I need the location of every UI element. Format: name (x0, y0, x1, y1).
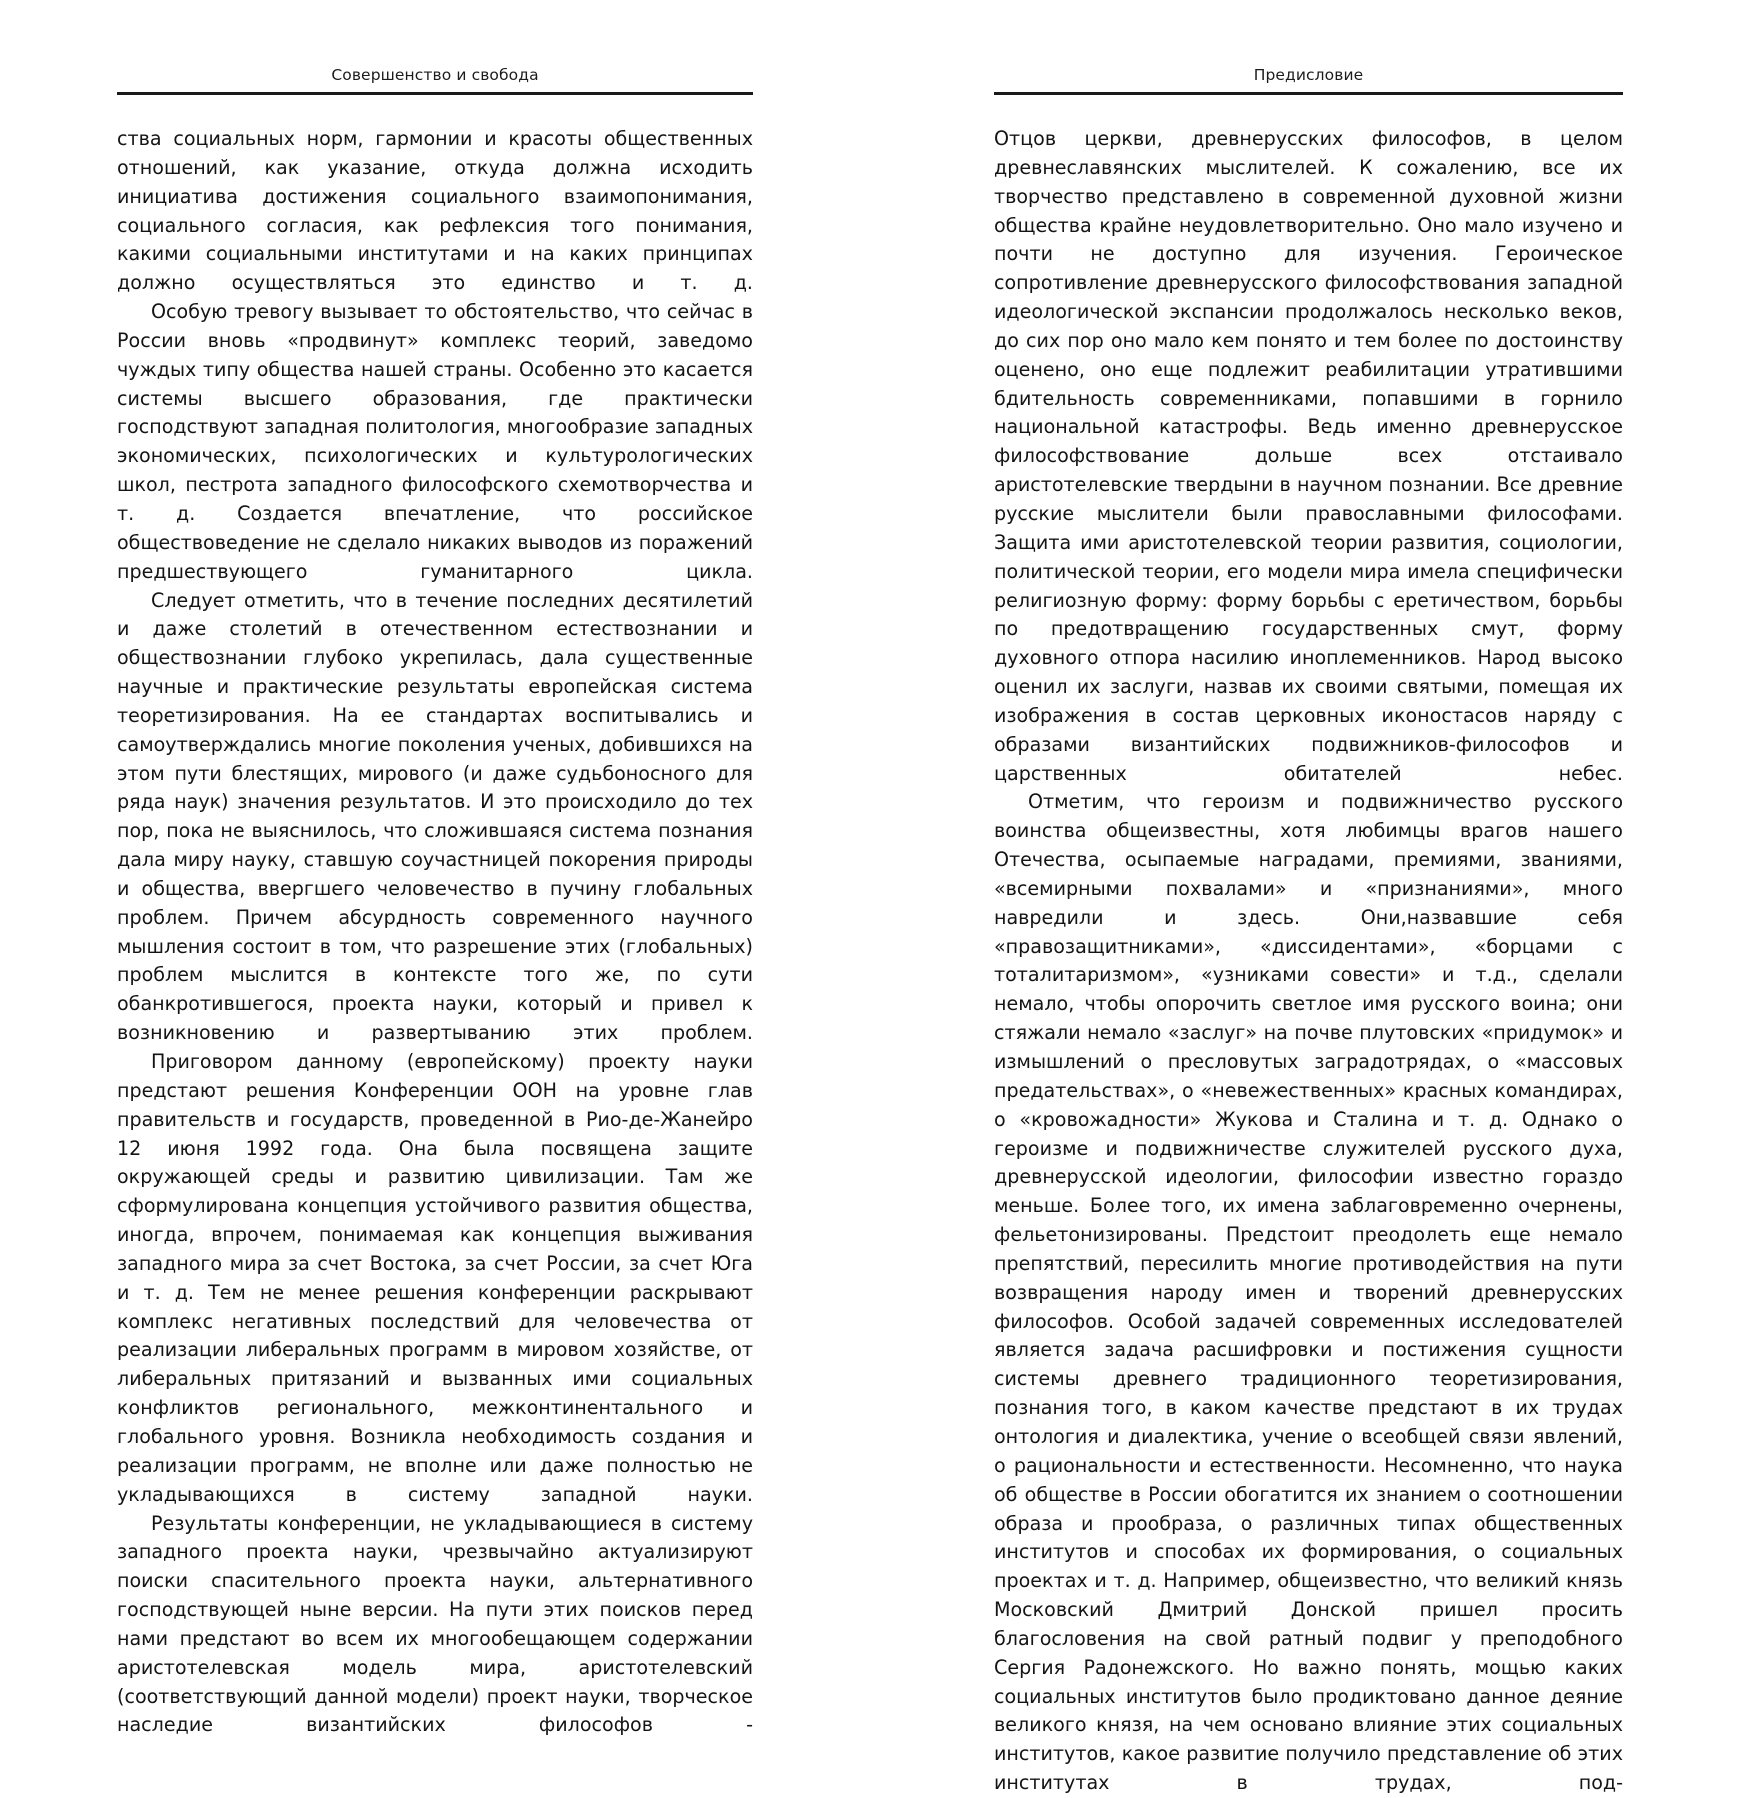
left-page (0, 0, 876, 1737)
left-page-running-head: Совершенство и свобода (331, 66, 539, 84)
paragraph: Приговором данному (европейскому) проекту науки предстают решения Конференции ООН на уровне глав правительств и государств, проведенной в Рио-де-Жанейро 12 июня 1992 года. Она была посвящена защите окружающей среды и развитию цивилизации. Там же сформулирована концепция устойчивого развития общества, иногда, впрочем, понимаемая как концепция выживания западного мира за счет Востока, за счет России, за счет Юга и т. д. Тем не менее решения конференции раскрывают комплекс негативных последствий для человечества от реализации либеральных программ в мировом хозяйстве, от либеральных притязаний и вызванных ими социальных конфликтов регионального, межконтинентального и глобального уровня. Возникла необходимость создания и реализации программ, не вполне или даже полностью не укладывающихся в систему западной науки. (117, 1050, 753, 1506)
paragraph: Результаты конференции, не укладывающиеся в систему западного проекта науки, чрезвычайно актуализируют поиски спасительного проекта науки, альтернативного господствующей ныне версии. На пути этих поисков перед нами предстают во всем их многообещающем содержании аристотелевская модель мира, аристотелевский (соответствующий данной модели) проект науки, творческое наследие византийских философов - (117, 1511, 753, 1737)
paragraph: Особую тревогу вызывает то обстоятельство, что сейчас в России вновь «продвинут» комплекс теорий, заведомо чуждых типу общества нашей страны. Особенно это касается системы высшего образования, где практически господствуют западная политология, многообразие западных экономических, психологических и культурологических школ, пестрота западного философского схемотворчества и т. д. Создается впечатление, что российское обществоведение не сделало никаких выводов из поражений предшествующего гуманитарного цикла. (117, 300, 753, 583)
left-page-text-column (117, 125, 753, 1740)
right-page-text-column (994, 125, 1623, 1798)
paragraph: Следует отметить, что в течение последних десятилетий и даже столетий в отечественном естествознании и обществознании глубоко укрепилась, дала существенные научные и практические результаты европейская система теоретизирования. На ее стандартах воспитывались и самоутверждались многие поколения ученых, добившихся на этом пути блестящих, мирового (и даже судьбоносного для ряда наук) значения результатов. И это происходило до тех пор, пока не выяснилось, что сложившаяся система познания дала миру науку, ставшую соучастницей покорения природы и общества, ввергшего человечество в пучину глобальных проблем. Причем абсурдность современного научного мышления состоит в том, что разрешение этих (глобальных) проблем мыслится в контексте того же, по сути обанкротившегося, проекта науки, который и привел к возникновению и развертыванию этих проблем. (117, 588, 753, 1045)
paragraph: ства социальных норм, гармонии и красоты общественных отношений, как указание, откуда должна исходить инициатива достижения социального взаимопонимания, социального согласия, как рефлексия того понимания, какими социальными институтами и на каких принципах должно осуществляться это единство и т. д. (117, 127, 753, 295)
paragraph: Отцов церкви, древнерусских философов, в целом древнеславянских мыслителей. К сожалению, все их творчество представлено в современной духовной жизни общества крайне неудовлетворительно. Оно мало изучено и почти не доступно для изучения. Героическое сопротивление древнерусского философствования западной идеологической экспансии продолжалось несколько веков, до сих пор оно мало кем понято и тем более по достоинству оценено, оно еще подлежит реабилитации утратившими бдительность современниками, попавшими в горнило национальной катастрофы. Ведь именно древнерусское философствование дольше всех отстаивало аристотелевские твердыни в научном познании. Все древние русские мыслители были православными философами. Защита ими аристотелевской теории развития, социологии, политической теории, его модели мира имела специфически религиозную форму: форму борьбы с еретичеством, борьбы по предотвращению государственных смут, форму духовного отпора насилию иноплеменников. Народ высоко оценил их заслуги, назвав их своими святыми, помещая их изображения в состав церковных иконостасов наряду с образами византийских подвижников-философов и царственных обитателей небес. (994, 127, 1623, 785)
right-page-header-rule (994, 92, 1623, 95)
right-page (876, 0, 1753, 1795)
left-page-header-rule (117, 92, 753, 95)
right-page-running-head: Предисловие (1253, 66, 1364, 84)
paragraph: Отметим, что героизм и подвижничество русского воинства общеизвестны, хотя любимцы врагов нашего Отечества, осыпаемые наградами, премиями, званиями, «всемирными похвалами» и «признаниями», много навредили и здесь. Они,назвавшие себя «правозащитниками», «диссидентами», «борцами с тоталитаризмом», «узниками совести» и т.д., сделали немало, чтобы опорочить светлое имя русского воина; они стяжали немало «заслуг» на почве плутовских «придумок» и измышлений о пресловутых заградотрядах, о «массовых предательствах», о «невежественных» красных командирах, о «кровожадности» Жукова и Сталина и т. д. Однако о героизме и подвижничестве служителей русского духа, древнерусской идеологии, философии известно гораздо меньше. Более того, их имена заблаговременно очернены, фельетонизированы. Предстоит преодолеть еще немало препятствий, пересилить многие противодействия на пути возвращения народу имен и творений древнерусских философов. Особой задачей современных исследователей является задача расшифровки и постижения сущности системы древнего традиционного теоретизирования, познания того, в каком качестве предстают в их трудах онтология и диалектика, учение о всеобщей связи явлений, о рациональности и естественности. Несомненно, что наука об обществе в России обогатится их знанием о соотношении образа и прообраза, о различных типах общественных институтов и способах их формирования, о социальных проектах и т. д. Например, общеизвестно, что великий князь Московский Дмитрий Донской пришел просить благословения на свой ратный подвиг у преподобного Сергия Радонежского. Но важно понять, мощью каких социальных институтов было продиктовано данное деяние великого князя, на чем основано влияние этих социальных институтов, какое развитие получило представление об этих институтах в трудах, под- (994, 790, 1623, 1795)
